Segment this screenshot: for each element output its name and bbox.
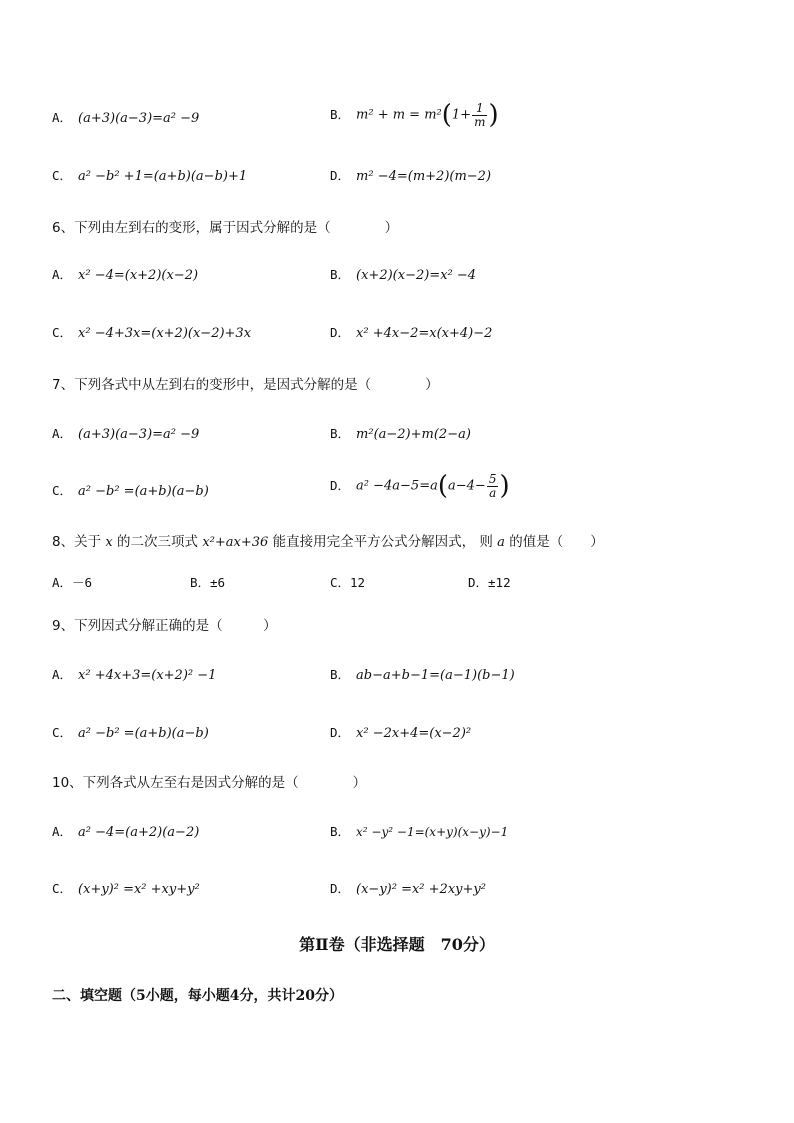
math-expression-part: 1+ [451, 107, 472, 123]
math-expression: x² +4x+3=(x+2)² −1 [78, 668, 217, 683]
q10-option-c [52, 879, 200, 897]
option-label: D． [330, 477, 351, 493]
question-8-stem: 8、关于 x 的二次三项式 x²+ax+36 能直接用完全平方公式分解因式， 则 a 的值是（ ） [52, 534, 604, 550]
q7-option-b [330, 424, 471, 442]
math-expression: (x+2)(x−2)=x² −4 [356, 268, 477, 283]
math-expression: a² −4=(a+2)(a−2) [78, 825, 200, 840]
option-label: A． [52, 824, 73, 839]
math-expression: a² −b² =(a+b)(a−b) [78, 484, 209, 499]
option-label: A． [52, 667, 73, 682]
math-expression: x² −4+3x=(x+2)(x−2)+3x [78, 326, 252, 341]
option-label: C． [52, 168, 73, 183]
math-expression: a² −b² =(a+b)(a−b) [78, 726, 209, 741]
fraction: $\frac{5}{a}$ [488, 471, 497, 500]
q7-option-d: D． a² −4a−5=a(a−4− $\frac{5}{a}$ ) [330, 471, 510, 501]
option-label: C． [52, 325, 73, 340]
q9-option-b [330, 665, 515, 683]
option-label: B． [330, 267, 351, 282]
part-2-title: 第Ⅱ卷（非选择题 70分） [299, 935, 495, 954]
q10-option-a [52, 822, 199, 840]
option-label: B． [330, 106, 351, 122]
math-expression-part: a−4− [448, 478, 486, 494]
q9-option-d [330, 723, 471, 741]
fraction: $\frac{1}{m}$ [474, 100, 486, 129]
math-expression: (a+3)(a−3)=a² −9 [78, 427, 200, 442]
math-expression: m²(a−2)+m(2−a) [356, 427, 471, 442]
q8-option-c: C．12 [330, 575, 366, 590]
q9-option-a [52, 665, 216, 683]
q6-option-d [330, 323, 492, 341]
option-label: D． [330, 725, 351, 740]
option-label: D． [330, 881, 351, 896]
math-expression: a² −4a−5=a [356, 478, 438, 494]
q5-option-b: B． m² + m = m²(1+ $\frac{1}{m}$ ) [330, 100, 499, 130]
q10-option-d [330, 879, 486, 897]
question-6-stem: 6、下列由左到右的变形，属于因式分解的是（ ） [52, 220, 399, 236]
math-expression: (x−y)² =x² +2xy+y² [356, 882, 486, 897]
option-label: A． [52, 110, 73, 125]
question-9-stem: 9、下列因式分解正确的是（ ） [52, 618, 277, 634]
q8-option-b: B．±6 [190, 575, 226, 590]
math-expression: m² + m = m² [356, 107, 442, 123]
q6-option-a [52, 265, 198, 283]
math-expression: ab−a+b−1=(a−1)(b−1) [356, 668, 515, 683]
q10-option-b [330, 822, 508, 840]
option-label: A． [52, 426, 73, 441]
q6-option-b [330, 265, 476, 283]
option-label: D． [330, 325, 351, 340]
math-expression: x² −4=(x+2)(x−2) [78, 268, 199, 283]
math-expression: m² −4=(m+2)(m−2) [356, 169, 492, 184]
math-expression: x² +4x−2=x(x+4)−2 [356, 326, 493, 341]
math-expression: x² −y² −1=(x+y)(x−y)−1 [356, 825, 509, 839]
option-label: B． [330, 667, 351, 682]
q5-option-d [330, 166, 491, 184]
option-label: B． [330, 824, 351, 839]
q7-option-a [52, 424, 199, 442]
option-label: D． [330, 168, 351, 183]
option-label: C． [52, 881, 73, 896]
q8-option-a: A．－6 [52, 575, 93, 590]
question-7-stem: 7、下列各式中从左到右的变形中，是因式分解的是（ ） [52, 377, 439, 393]
option-label: C． [52, 725, 73, 740]
question-10-stem: 10、下列各式从左至右是因式分解的是（ ） [52, 775, 367, 791]
q7-option-c [52, 481, 209, 499]
math-expression: (a+3)(a−3)=a² −9 [78, 111, 200, 126]
q9-option-c [52, 723, 209, 741]
option-label: C． [52, 483, 73, 498]
math-expression: x² −2x+4=(x−2)² [356, 726, 472, 741]
option-label: B． [330, 426, 351, 441]
q8-option-d: D．±12 [468, 575, 511, 590]
math-expression: a² −b² +1=(a+b)(a−b)+1 [78, 169, 248, 184]
q6-option-c [52, 323, 251, 341]
option-label: A． [52, 267, 73, 282]
q5-option-c [52, 166, 247, 184]
q5-option-a [52, 108, 199, 126]
section-fill-in-blank-heading: 二、填空题（5小题，每小题4分，共计20分） [52, 988, 343, 1004]
math-expression: (x+y)² =x² +xy+y² [78, 882, 200, 897]
